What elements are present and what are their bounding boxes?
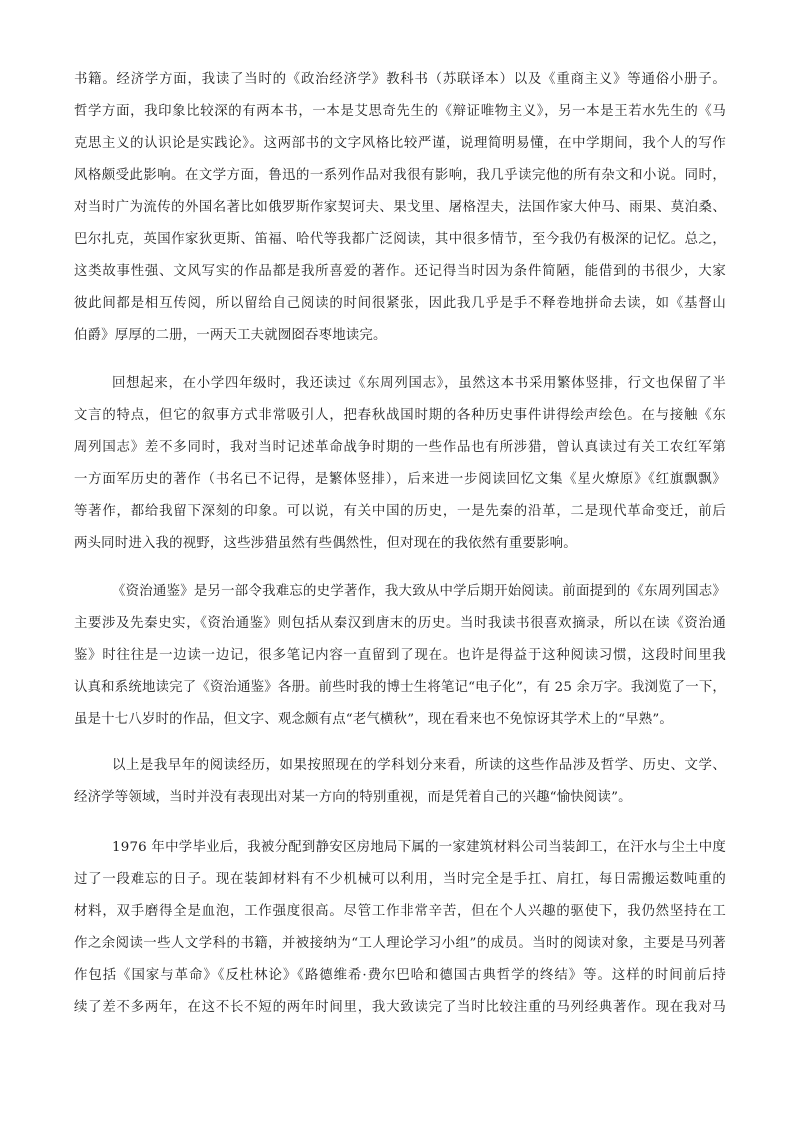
text-line: 巴尔扎克，英国作家狄更斯、笛福、哈代等我都广泛阅读，其中很多情节，至今我仍有极深的记忆。总之， <box>74 232 726 247</box>
text-line: 哲学方面，我印象比较深的有两本书，一本是艾思奇先生的《辩证唯物主义》，另一本是王若水先生的《马 <box>74 104 726 119</box>
text-line: 作包括《国家与革命》《反杜林论》《路德维希·费尔巴哈和德国古典哲学的终结》等。这样的时间前后持 <box>74 968 726 983</box>
text-line: 经济学等领域，当时并没有表现出对某一方向的特别重视，而是凭着自己的兴趣“愉快阅读”。 <box>74 790 632 805</box>
text-line: 周列国志》差不多同时，我对当时记述革命战争时期的一些作品也有所涉猎，曾认真读过有关工农红军第 <box>74 440 726 455</box>
text-line: 作之余阅读一些人文学科的书籍，并被接纳为“工人理论学习小组”的成员。当时的阅读对象，主要是马列著 <box>74 936 726 951</box>
text-line: 续了差不多两年，在这不长不短的两年时间里，我大致读完了当时比较注重的马列经典著作。现在我对马 <box>74 1000 726 1015</box>
text-line: 克思主义的认识论是实践论》。这两部书的文字风格比较严谨，说理简明易懂，在中学期间，我个人的写作 <box>74 136 726 151</box>
text-line: 风格颇受此影响。在文学方面，鲁迅的一系列作品对我很有影响，我几乎读完他的所有杂文和小说。同时， <box>74 168 726 183</box>
text-line: 以上是我早年的阅读经历，如果按照现在的学科划分来看，所读的这些作品涉及哲学、历史、文学、 <box>112 758 726 773</box>
text-line: 虽是十七八岁时的作品，但文字、观念颇有点“老气横秋”，现在看来也不免惊讶其学术上的“早熟”。 <box>74 712 673 727</box>
text-line: 过了一段难忘的日子。现在装卸材料有不少机械可以利用，当时完全是手扛、肩扛，每日需搬运数吨重的 <box>74 872 726 887</box>
text-line: 文言的特点，但它的叙事方式非常吸引人，把春秋战国时期的各种历史事件讲得绘声绘色。在与接触《东 <box>74 408 726 423</box>
text-line: 彼此间都是相互传阅，所以留给自己阅读的时间很紧张，因此我几乎是手不释卷地拼命去读，如《基督山 <box>74 296 726 311</box>
text-line: 认真和系统地读完了《资治通鉴》各册。前些时我的博士生将笔记“电子化”，有 25 余万字。我浏览了一下， <box>74 680 727 695</box>
text-line: 《资治通鉴》是另一部令我难忘的史学著作，我大致从中学后期开始阅读。前面提到的《东周列国志》 <box>112 584 726 599</box>
text-line: 这类故事性强、文风写实的作品都是我所喜爱的著作。还记得当时因为条件简陋，能借到的书很少，大家 <box>74 264 726 279</box>
text-line: 两头同时进入我的视野，这些涉猎虽然有些偶然性，但对现在的我依然有重要影响。 <box>74 536 577 551</box>
text-line: 一方面军历史的著作（书名已不记得，是繁体竖排），后来进一步阅读回忆文集《星火燎原》《红旗飘飘》 <box>74 472 726 487</box>
text-line: 1976 年中学毕业后，我被分配到静安区房地局下属的一家建筑材料公司当装卸工，在汗水与尘土中度 <box>112 840 726 855</box>
text-line: 伯爵》厚厚的二册，一两天工夫就囫囵吞枣地读完。 <box>74 328 387 343</box>
text-line: 对当时广为流传的外国名著比如俄罗斯作家契诃夫、果戈里、屠格涅夫，法国作家大仲马、雨果、莫泊桑、 <box>74 200 726 215</box>
text-line: 书籍。经济学方面，我读了当时的《政治经济学》教科书（苏联译本）以及《重商主义》等通俗小册子。 <box>74 72 726 87</box>
text-line: 等著作，都给我留下深刻的印象。可以说，有关中国的历史，一是先秦的沿革，二是现代革命变迁，前后 <box>74 504 726 519</box>
text-line: 材料，双手磨得全是血泡，工作强度很高。尽管工作非常辛苦，但在个人兴趣的驱使下，我仍然坚持在工 <box>74 904 726 919</box>
text-line: 鉴》时往往是一边读一边记，很多笔记内容一直留到了现在。也许是得益于这种阅读习惯，这段时间里我 <box>74 648 726 663</box>
text-line: 回想起来，在小学四年级时，我还读过《东周列国志》，虽然这本书采用繁体竖排，行文也保留了半 <box>112 376 726 391</box>
text-line: 主要涉及先秦史实，《资治通鉴》则包括从秦汉到唐末的历史。当时我读书很喜欢摘录，所以在读《资治通 <box>74 616 726 631</box>
